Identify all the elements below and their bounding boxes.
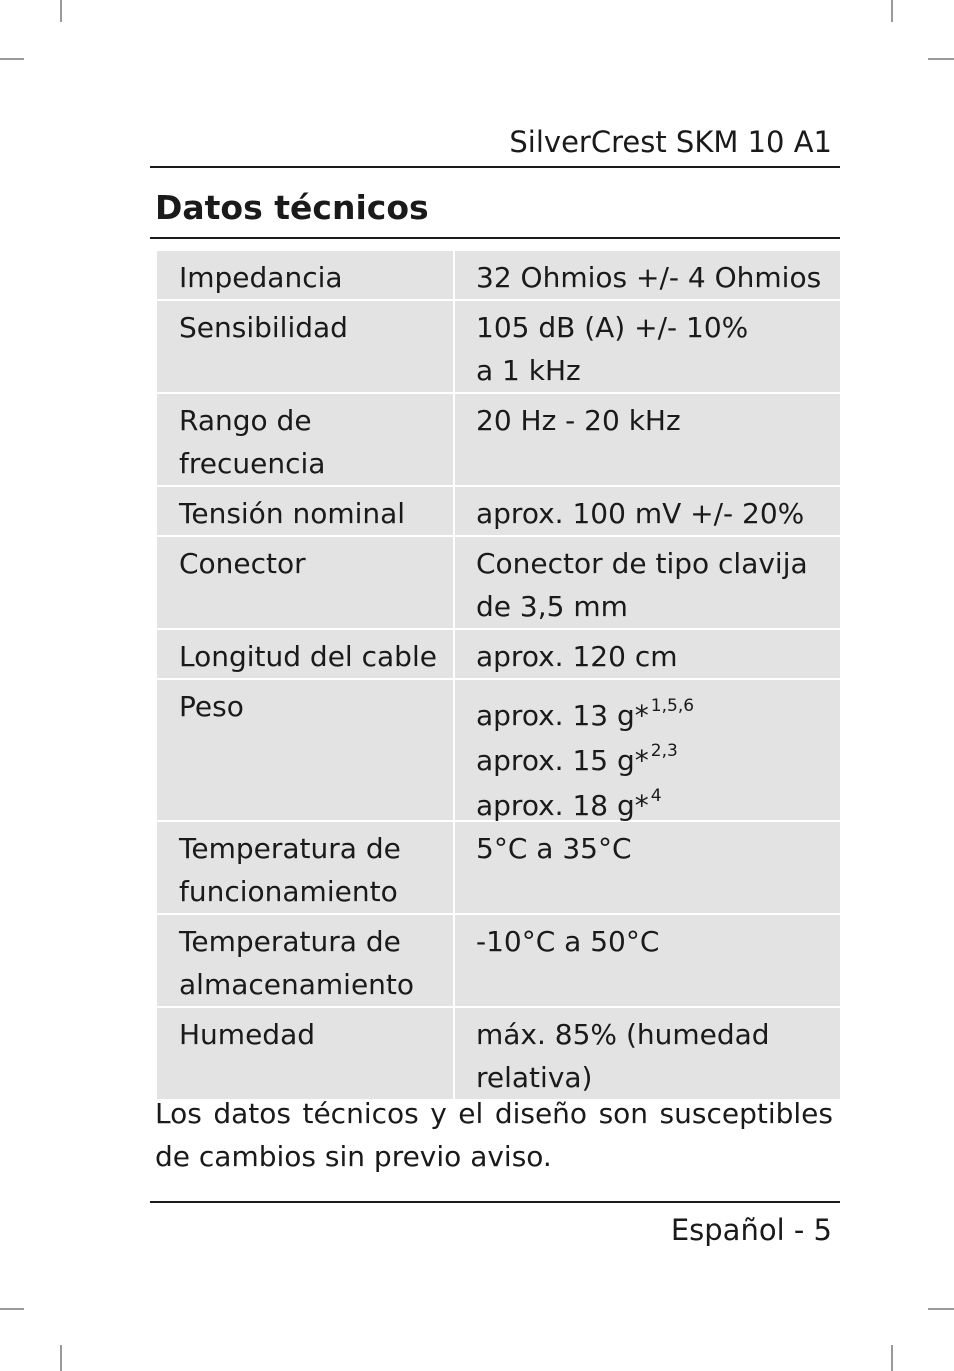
- weight-line: aprox. 18 g* $^4$: [476, 786, 662, 822]
- crop-mark-bottom-left-horizontal: [0, 1308, 24, 1310]
- crop-mark-top-left-horizontal: [0, 58, 24, 60]
- spec-value: 5°C a 35°C: [454, 821, 841, 914]
- spec-value: aprox. 120 cm: [454, 629, 841, 679]
- spec-value: 105 dB (A) +/- 10% a 1 kHz: [454, 300, 841, 393]
- crop-mark-bottom-right-horizontal: [928, 1308, 954, 1310]
- table-row: [156, 250, 841, 300]
- footer-rule: [150, 1201, 840, 1203]
- spec-label: Rango de frecuencia: [156, 393, 454, 486]
- spec-label: Temperatura de almacenamiento: [156, 914, 454, 1007]
- table-row: [156, 536, 841, 629]
- section-rule: [150, 237, 840, 239]
- spec-label: Longitud del cable: [156, 629, 454, 679]
- section-title: Datos técnicos: [155, 188, 429, 227]
- spec-label: Humedad: [156, 1007, 454, 1100]
- crop-mark-top-right-horizontal: [928, 58, 954, 60]
- spec-label: Sensibilidad: [156, 300, 454, 393]
- crop-mark-bottom-left-vertical: [60, 1345, 62, 1371]
- weight-line: aprox. 13 g* $^{1,5,6}$: [476, 696, 695, 732]
- disclaimer-note: Los datos técnicos y el diseño son susceptibles de cambios sin previo aviso.: [155, 1097, 833, 1173]
- spec-value: máx. 85% (humedad relativa): [454, 1007, 841, 1100]
- spec-value: Conector de tipo clavija de 3,5 mm: [454, 536, 841, 629]
- table-row: [156, 300, 841, 393]
- table-row: [156, 393, 841, 486]
- spec-value: 32 Ohmios +/- 4 Ohmios: [454, 250, 841, 300]
- spec-value: 20 Hz - 20 kHz: [454, 393, 841, 486]
- spec-label: Tensión nominal: [156, 486, 454, 536]
- specs-table: [155, 249, 842, 1101]
- spec-label: Impedancia: [156, 250, 454, 300]
- table-row: [156, 629, 841, 679]
- spec-value: -10°C a 50°C: [454, 914, 841, 1007]
- table-row: [156, 679, 841, 821]
- running-header: SilverCrest SKM 10 A1: [509, 125, 832, 159]
- page-number: Español - 5: [670, 1213, 832, 1247]
- table-row: [156, 486, 841, 536]
- crop-mark-top-right-vertical: [891, 0, 893, 22]
- spec-value: aprox. 100 mV +/- 20%: [454, 486, 841, 536]
- table-row: [156, 914, 841, 1007]
- spec-label: Temperatura de funcionamiento: [156, 821, 454, 914]
- header-rule: [150, 166, 840, 168]
- weight-line: aprox. 15 g* $^{2,3}$: [476, 741, 678, 777]
- crop-mark-bottom-right-vertical: [891, 1345, 893, 1371]
- spec-label: Peso: [156, 679, 454, 821]
- spec-label: Conector: [156, 536, 454, 629]
- crop-mark-top-left-vertical: [60, 0, 62, 22]
- table-row: [156, 821, 841, 914]
- spec-value: [454, 679, 841, 821]
- table-row: [156, 1007, 841, 1100]
